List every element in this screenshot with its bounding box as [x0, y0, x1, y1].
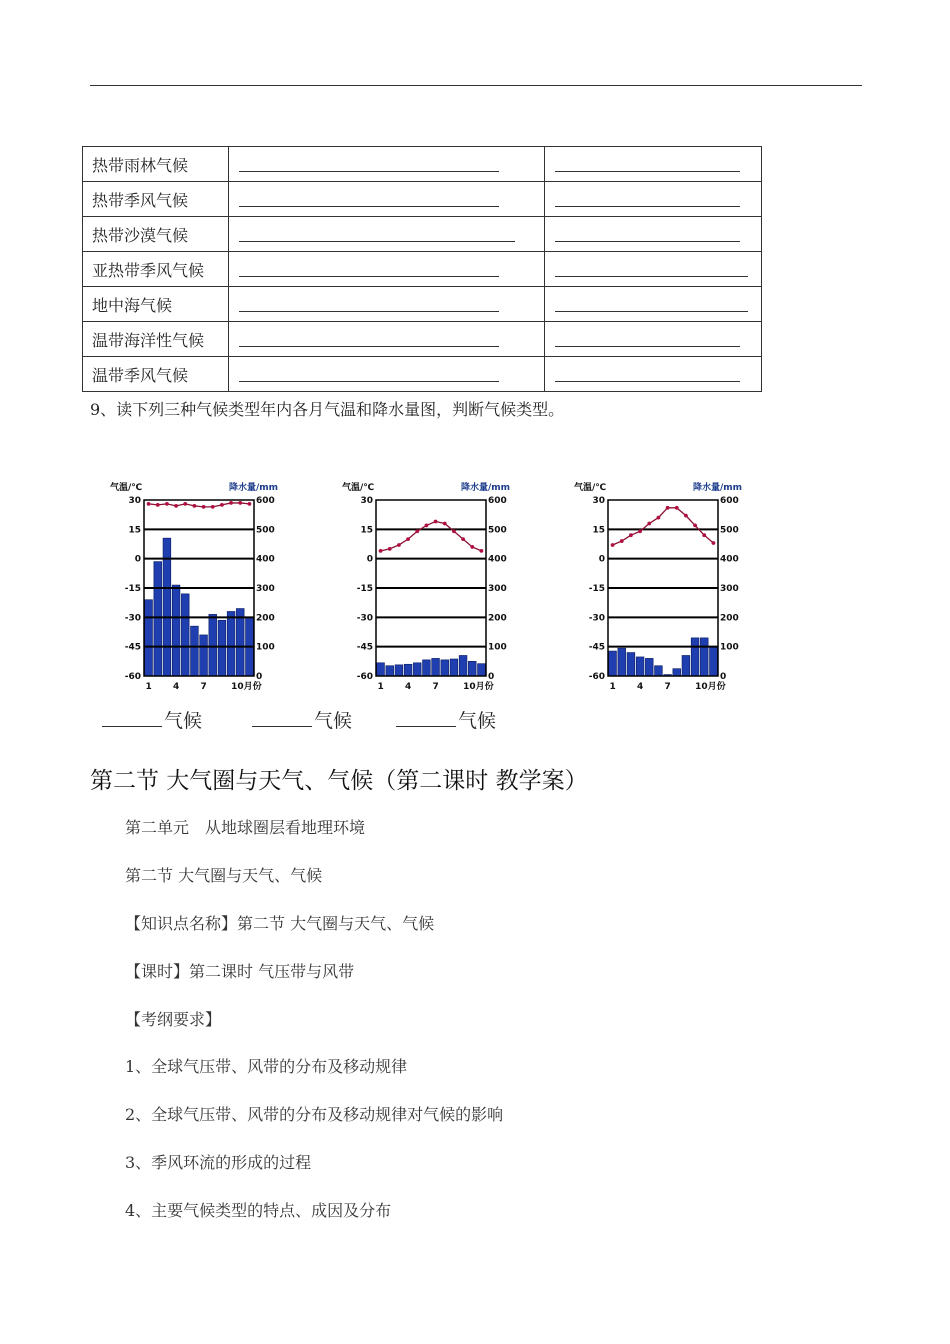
precip-axis-label: 降水量/mm — [460, 483, 510, 493]
blank-suffix: 气候 — [314, 710, 353, 732]
temp-tick-label: 30 — [592, 496, 605, 506]
table-row — [83, 147, 762, 182]
table-row — [83, 322, 762, 357]
temp-axis-label: 气温/℃ — [342, 483, 375, 493]
answer-blank[interactable] — [555, 293, 748, 312]
x-tick-label: 10月份 — [231, 682, 262, 692]
precip-tick-label: 600 — [720, 496, 739, 506]
temp-tick-label: -45 — [356, 642, 373, 653]
climate-table — [82, 146, 762, 392]
temperature-point — [202, 505, 206, 509]
paragraph: 【考纲要求】 — [125, 1010, 222, 1029]
precip-tick-label: 300 — [720, 584, 739, 594]
precip-bar — [236, 609, 244, 676]
answer-blank[interactable] — [396, 706, 456, 727]
paragraph: 第二节 大气圈与天气、气候 — [125, 866, 323, 885]
precip-tick-label: 600 — [256, 496, 275, 506]
temp-tick-label: 15 — [360, 525, 373, 536]
x-tick-label: 1 — [377, 682, 384, 692]
precip-tick-label: 500 — [720, 525, 739, 536]
temperature-point — [693, 524, 697, 528]
precip-tick-label: 200 — [720, 613, 739, 624]
temperature-point — [174, 504, 178, 508]
x-tick-label: 1 — [609, 682, 616, 692]
temperature-point — [461, 537, 465, 541]
precip-tick-label: 600 — [488, 496, 507, 506]
climate-chart-2 — [340, 478, 512, 698]
temp-tick-label: 15 — [592, 525, 605, 536]
precip-tick-label: 100 — [256, 642, 275, 653]
precip-tick-label: 100 — [720, 642, 739, 653]
precip-tick-label: 200 — [256, 613, 275, 624]
table-row — [83, 217, 762, 252]
answer-blank[interactable] — [555, 258, 748, 277]
precip-bar — [191, 626, 199, 676]
temperature-line — [149, 503, 250, 507]
question-9: 9、读下列三种气候类型年内各月气温和降水量图，判断气候类型。 — [90, 400, 565, 419]
precip-bar — [200, 635, 208, 676]
precip-tick-label: 300 — [256, 584, 275, 594]
precip-tick-label: 500 — [488, 525, 507, 536]
temperature-point — [443, 522, 447, 526]
temperature-point — [248, 502, 252, 506]
x-tick-label: 4 — [404, 682, 412, 692]
temperature-point — [147, 502, 151, 506]
climate-chart-1 — [108, 478, 280, 698]
temperature-point — [712, 541, 716, 545]
temperature-point — [611, 543, 615, 547]
climate-name: 亚热带季风气候 — [83, 252, 229, 287]
precip-bar — [423, 660, 431, 676]
precip-bar — [673, 669, 681, 676]
temperature-point — [183, 502, 187, 506]
temperature-point — [657, 516, 661, 520]
temperature-point — [388, 547, 392, 551]
precip-bar — [636, 657, 644, 676]
fill-blank-3 — [396, 706, 496, 733]
temperature-point — [397, 543, 401, 547]
climate-name: 热带季风气候 — [83, 182, 229, 217]
paragraph: 4、主要气候类型的特点、成因及分布 — [125, 1201, 392, 1220]
temp-tick-label: 0 — [366, 554, 373, 565]
precip-bar — [413, 663, 421, 676]
paragraph: 2、全球气压带、风带的分布及移动规律对气候的影响 — [125, 1105, 504, 1124]
temp-tick-label: 0 — [134, 554, 141, 565]
x-tick-label: 10月份 — [695, 682, 726, 692]
table-row — [83, 252, 762, 287]
temperature-point — [480, 549, 484, 553]
temperature-point — [165, 502, 169, 506]
precip-tick-label: 0 — [488, 672, 495, 682]
temperature-point — [220, 503, 224, 507]
precip-bar — [386, 666, 394, 676]
precip-bar — [645, 658, 653, 676]
paragraph: 【知识点名称】第二节 大气圈与天气、气候 — [125, 914, 435, 933]
temperature-point — [452, 529, 456, 533]
paragraph: 第二单元 从地球圈层看地理环境 — [125, 818, 366, 837]
temperature-point — [666, 506, 670, 510]
precip-bar — [154, 562, 162, 676]
precip-tick-label: 400 — [488, 554, 507, 565]
precip-tick-label: 400 — [256, 554, 275, 565]
header-rule — [90, 85, 862, 86]
precip-axis-label: 降水量/mm — [692, 483, 742, 493]
x-tick-label: 7 — [200, 682, 207, 692]
precip-bar — [450, 659, 458, 676]
climate-name: 地中海气候 — [83, 287, 229, 322]
temp-tick-label: -60 — [588, 672, 605, 682]
paragraph: 【课时】第二课时 气压带与风带 — [125, 962, 355, 981]
temp-tick-label: -60 — [124, 672, 141, 682]
temperature-point — [211, 505, 215, 509]
precip-bar — [377, 663, 385, 676]
precip-bar — [627, 653, 635, 676]
x-tick-label: 4 — [636, 682, 644, 692]
x-tick-label: 1 — [145, 682, 152, 692]
x-tick-label: 4 — [172, 682, 180, 692]
temperature-point — [415, 529, 419, 533]
precip-bar — [172, 585, 180, 676]
answer-blank[interactable] — [239, 328, 499, 347]
paragraph: 3、季风环流的形成的过程 — [125, 1153, 312, 1172]
temperature-point — [702, 533, 706, 537]
temperature-point — [434, 520, 438, 524]
climate-name: 热带沙漠气候 — [83, 217, 229, 252]
temperature-point — [629, 533, 633, 537]
temperature-point — [647, 522, 651, 526]
temperature-point — [406, 537, 410, 541]
temp-tick-label: 0 — [598, 554, 605, 565]
temp-axis-label: 气温/℃ — [574, 483, 607, 493]
answer-blank[interactable] — [239, 363, 499, 382]
climate-chart-3 — [572, 478, 744, 698]
x-tick-label: 7 — [432, 682, 439, 692]
answer-blank[interactable] — [555, 223, 740, 242]
temp-tick-label: -45 — [124, 642, 141, 653]
temperature-line — [613, 508, 714, 545]
precip-bar — [691, 638, 699, 676]
x-tick-label: 10月份 — [463, 682, 494, 692]
temp-tick-label: -15 — [588, 584, 605, 594]
temperature-point — [379, 549, 383, 553]
precip-bar — [218, 620, 226, 676]
fill-blank-2 — [252, 706, 352, 733]
answer-blank[interactable] — [252, 706, 312, 727]
answer-blank[interactable] — [555, 328, 740, 347]
answer-blank[interactable] — [555, 188, 740, 207]
precip-bar — [227, 611, 235, 676]
precip-bar — [181, 594, 189, 676]
climate-name: 热带雨林气候 — [83, 147, 229, 182]
temperature-point — [193, 504, 197, 508]
precip-tick-label: 0 — [720, 672, 727, 682]
section-title: 第二节 大气圈与天气、气候（第二课时 教学案） — [90, 768, 588, 794]
climate-name: 温带季风气候 — [83, 357, 229, 392]
precip-axis-label: 降水量/mm — [228, 483, 278, 493]
precip-bar — [655, 666, 663, 676]
precip-bar — [682, 655, 690, 676]
answer-blank[interactable] — [239, 293, 499, 312]
paragraph: 1、全球气压带、风带的分布及移动规律 — [125, 1057, 408, 1076]
precip-tick-label: 0 — [256, 672, 263, 682]
fill-blank-1 — [102, 706, 202, 733]
climate-name: 温带海洋性气候 — [83, 322, 229, 357]
precip-bar — [468, 661, 476, 676]
temperature-point — [425, 524, 429, 528]
answer-blank[interactable] — [555, 363, 740, 382]
precip-tick-label: 300 — [488, 584, 507, 594]
answer-blank[interactable] — [239, 223, 515, 242]
precip-tick-label: 400 — [720, 554, 739, 565]
blank-suffix: 气候 — [164, 710, 203, 732]
x-tick-label: 7 — [664, 682, 671, 692]
answer-blank[interactable] — [102, 706, 162, 727]
precip-bar — [618, 648, 626, 676]
table-row — [83, 287, 762, 322]
temperature-point — [470, 545, 474, 549]
precip-bar — [145, 600, 153, 676]
precip-bar — [432, 658, 440, 676]
temperature-point — [229, 501, 233, 505]
temp-tick-label: -45 — [588, 642, 605, 653]
temp-tick-label: -15 — [124, 584, 141, 594]
precip-bar — [478, 664, 486, 676]
temp-tick-label: 30 — [128, 496, 141, 506]
temp-axis-label: 气温/℃ — [110, 483, 143, 493]
temperature-point — [638, 529, 642, 533]
precip-bar — [404, 664, 412, 676]
temperature-line — [381, 522, 482, 551]
answer-blank[interactable] — [239, 188, 499, 207]
precip-bar — [441, 660, 449, 676]
table-row — [83, 357, 762, 392]
temp-tick-label: -30 — [588, 613, 605, 624]
precip-bar — [710, 647, 718, 676]
temperature-point — [620, 539, 624, 543]
answer-blank[interactable] — [239, 258, 499, 277]
temperature-point — [238, 501, 242, 505]
precip-bar — [209, 614, 217, 676]
temperature-point — [684, 514, 688, 518]
temp-tick-label: -60 — [356, 672, 373, 682]
blank-suffix: 气候 — [458, 710, 497, 732]
answer-blank[interactable] — [555, 153, 740, 172]
temp-tick-label: -15 — [356, 584, 373, 594]
precip-tick-label: 100 — [488, 642, 507, 653]
temperature-point — [675, 506, 679, 510]
precip-bar — [459, 655, 467, 676]
temp-tick-label: 15 — [128, 525, 141, 536]
temp-tick-label: 30 — [360, 496, 373, 506]
answer-blank[interactable] — [239, 153, 499, 172]
temp-tick-label: -30 — [124, 613, 141, 624]
precip-bar — [609, 651, 617, 676]
precip-tick-label: 200 — [488, 613, 507, 624]
table-row — [83, 182, 762, 217]
temp-tick-label: -30 — [356, 613, 373, 624]
temperature-point — [156, 503, 160, 507]
precip-tick-label: 500 — [256, 525, 275, 536]
precip-bar — [700, 638, 708, 676]
precip-bar — [395, 665, 403, 676]
